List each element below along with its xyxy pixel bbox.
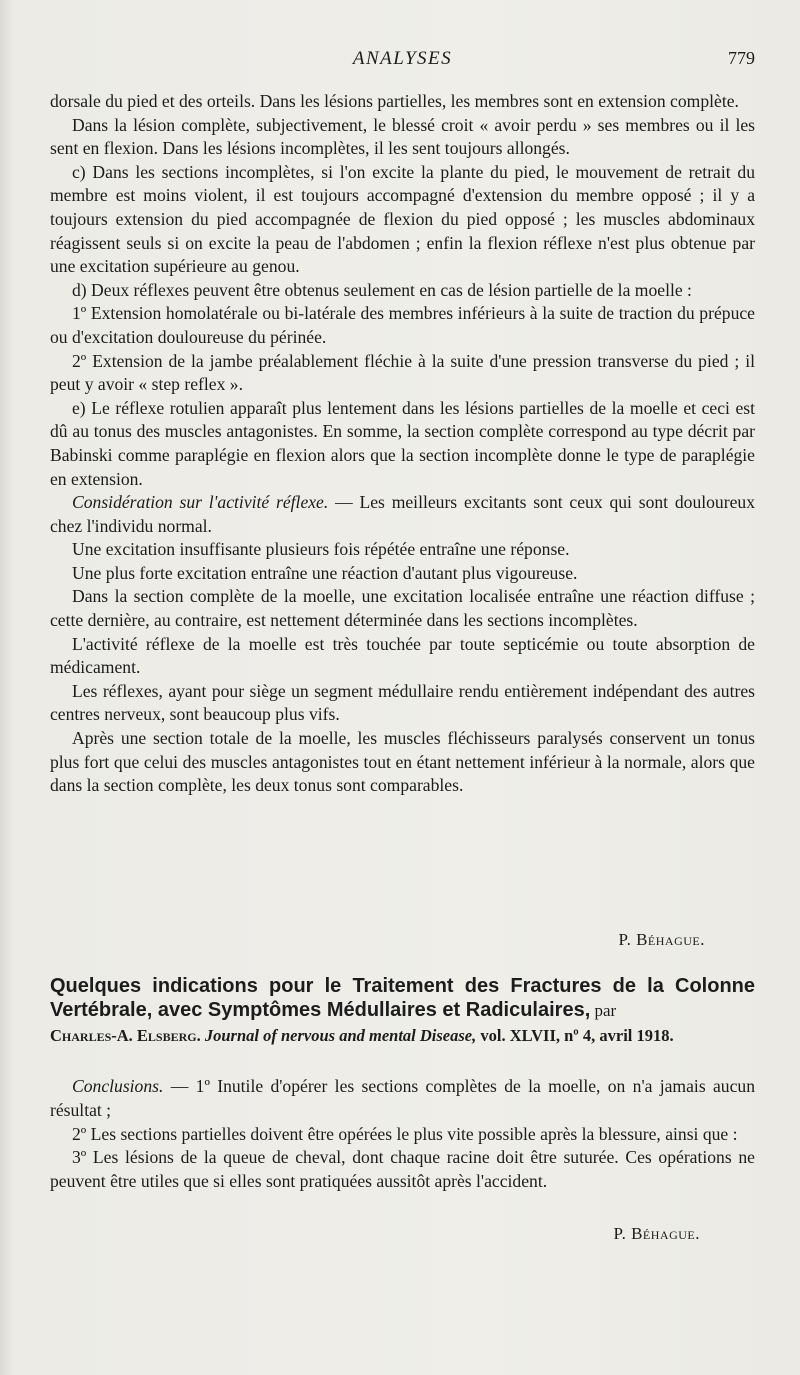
journal-name: Journal of nervous and mental Disease, xyxy=(204,1026,477,1045)
signature-2: P. Béhague. xyxy=(613,1224,700,1243)
conclusion-3: 3º Les lésions de la queue de cheval, dont chaque racine doit être suturée. Ces opérations ne peuvent être utiles que si elles sont pratiquées aussitôt après l'accident. xyxy=(50,1147,755,1192)
paragraph-13: Après une section totale de la moelle, les muscles fléchisseurs paralysés conservent un tonus plus fort que celui des muscles antagonistes tout en étant nettement inférieur à la normale, alors que dans la section complète, les deux tonus sont comparables. xyxy=(50,728,755,796)
journal-volume: vol. XLVII, nº 4, avril 1918. xyxy=(476,1026,674,1045)
paragraph-8: Une excitation insuffisante plusieurs fois répétée entraîne une réponse. xyxy=(72,539,570,560)
conclusion-1 xyxy=(50,1075,755,1123)
paragraph-1: dorsale du pied et des orteils. Dans les lésions partielles, les membres sont en extension complète. xyxy=(50,91,739,111)
conclusion-2: 2º Les sections partielles doivent être opérées le plus vite possible après la blessure, ainsi que : xyxy=(72,1123,738,1144)
body-text xyxy=(50,90,755,798)
consideration-text: — Les meilleurs excitants sont ceux qui sont douloureux chez l'individu normal. xyxy=(50,492,755,536)
paragraph-7: e) Le réflexe rotulien apparaît plus lentement dans les lésions partielles de la moelle et ceci est dû au tonus des muscles antagonistes. En somme, la section complète correspond au type décrit par Babinski comme paraplégie en flexion alors que la section incomplète donne le type de paraplégie en extension. xyxy=(50,397,755,489)
paragraph-2: Dans la lésion complète, subjectivement, le blessé croit « avoir perdu » ses membres ou il les sent en flexion. Dans les lésions incomplètes, il les sent toujours allongés. xyxy=(50,114,755,159)
conclusion-1-text: — 1º Inutile d'opérer les sections complètes de la moelle, on n'a jamais aucun résultat ; xyxy=(50,1076,755,1120)
article-par: par xyxy=(590,1001,617,1020)
page-header xyxy=(50,48,755,74)
paragraph-12: Les réflexes, ayant pour siège un segment médullaire rendu entièrement indépendant des autres centres nerveux, sont beaucoup plus vifs. xyxy=(50,680,755,725)
citation xyxy=(50,1026,674,1045)
conclusions xyxy=(50,1075,755,1194)
article-title-block xyxy=(50,974,755,1047)
paragraph-6: 2º Extension de la jambe préalablement fléchie à la suite d'une pression transverse du pied ; il peut y avoir « step reflex ». xyxy=(50,350,755,395)
consideration-paragraph xyxy=(50,491,755,538)
article-title: Quelques indications pour le Traitement des Fractures de la Colonne Vertébrale, avec Symptômes Médullaires et Radiculaires, xyxy=(50,975,755,1021)
paragraph-5: 1º Extension homolatérale ou bi-latérale des membres inférieurs à la suite de traction du prépuce ou d'excitation douloureuse du périnée. xyxy=(50,303,755,347)
paragraph-11: L'activité réflexe de la moelle est très touchée par toute septicémie ou toute absorption de médicament. xyxy=(50,633,755,678)
paragraph-9: Une plus forte excitation entraîne une réaction d'autant plus vigoureuse. xyxy=(72,562,578,583)
signature-1: P. Béhague. xyxy=(618,930,705,949)
article-heading xyxy=(50,974,755,1047)
paragraph-10: Dans la section complète de la moelle, une excitation localisée entraîne une réaction diffuse ; cette dernière, au contraire, est nettement déterminée dans les sections incomplètes. xyxy=(50,586,755,631)
page-number: 779 xyxy=(728,48,755,68)
running-title: ANALYSES xyxy=(352,48,453,69)
paragraph-3: c) Dans les sections incomplètes, si l'on excite la plante du pied, le mouvement de retrait du membre est moins violent, il est toujours accompagné d'extension du membre opposé ; il y a toujours extension du pied accompagnée de flexion du pied opposé ; les muscles abdominaux réagissent seuls si on excite la peau de l'abdomen ; enfin la flexion réflexe n'est plus obtenue par une excitation supérieure au genou. xyxy=(50,161,755,277)
paragraph-4: d) Deux réflexes peuvent être obtenus seulement en cas de lésion partielle de la moelle : xyxy=(72,279,692,300)
conclusions-label: Conclusions. xyxy=(72,1076,164,1096)
consideration-label: Considération sur l'activité réflexe. xyxy=(72,492,329,513)
article-author: Charles-A. Elsberg. xyxy=(50,1026,201,1045)
